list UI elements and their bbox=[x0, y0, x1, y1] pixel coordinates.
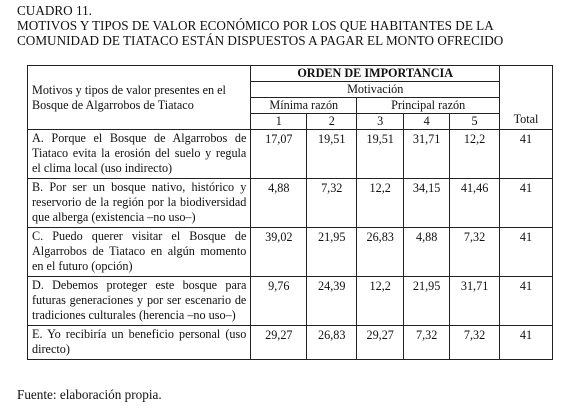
caption-title-line-1: MOTIVOS Y TIPOS DE VALOR ECONÓMICO POR LOS QUE HABITANTES DE LA bbox=[17, 18, 494, 33]
cell-value: 12,2 bbox=[357, 179, 404, 228]
col-header-2: 2 bbox=[307, 114, 357, 130]
table-row bbox=[28, 130, 553, 179]
cell-value: 7,32 bbox=[450, 326, 500, 360]
data-table bbox=[27, 65, 553, 360]
col-header-1: 1 bbox=[251, 114, 307, 130]
cell-value: 39,02 bbox=[251, 228, 307, 277]
header-orden-importancia: ORDEN DE IMPORTANCIA bbox=[251, 66, 500, 82]
row-label-a: A. Porque el Bosque de Algarrobos de Tiataco evita la erosión del suelo y regula el clima local (uso indirecto) bbox=[28, 130, 251, 179]
cell-value: 34,15 bbox=[404, 179, 450, 228]
cell-value: 19,51 bbox=[357, 130, 404, 179]
cell-total: 41 bbox=[500, 179, 553, 228]
cell-value: 9,76 bbox=[251, 277, 307, 326]
cell-value: 7,32 bbox=[450, 228, 500, 277]
table-row bbox=[28, 277, 553, 326]
cell-total: 41 bbox=[500, 277, 553, 326]
caption-label: CUADRO 11. bbox=[17, 3, 92, 18]
col-header-3: 3 bbox=[357, 114, 404, 130]
cell-value: 17,07 bbox=[251, 130, 307, 179]
cell-value: 29,27 bbox=[357, 326, 404, 360]
cell-value: 12,2 bbox=[450, 130, 500, 179]
cell-value: 31,71 bbox=[450, 277, 500, 326]
cell-value: 21,95 bbox=[307, 228, 357, 277]
cell-total: 41 bbox=[500, 326, 553, 360]
col-header-4: 4 bbox=[404, 114, 450, 130]
cell-value: 26,83 bbox=[307, 326, 357, 360]
cell-total: 41 bbox=[500, 130, 553, 179]
header-minima-razon: Mínima razón bbox=[251, 98, 357, 114]
header-total: Total bbox=[500, 66, 553, 130]
cell-value: 21,95 bbox=[404, 277, 450, 326]
cell-value: 31,71 bbox=[404, 130, 450, 179]
col-header-5: 5 bbox=[450, 114, 500, 130]
cell-value: 24,39 bbox=[307, 277, 357, 326]
cell-value: 4,88 bbox=[404, 228, 450, 277]
cell-value: 41,46 bbox=[450, 179, 500, 228]
cell-value: 12,2 bbox=[357, 277, 404, 326]
row-label-b: B. Por ser un bosque nativo, histórico y reservorio de la región por la biodiversidad que alberga (existencia –no uso–) bbox=[28, 179, 251, 228]
caption-title-line-2: COMUNIDAD DE TIATACO ESTÁN DISPUESTOS A PAGAR EL MONTO OFRECIDO bbox=[17, 33, 504, 48]
table-row bbox=[28, 179, 553, 228]
cell-value: 29,27 bbox=[251, 326, 307, 360]
cell-value: 7,32 bbox=[307, 179, 357, 228]
cell-total: 41 bbox=[500, 228, 553, 277]
table-row bbox=[28, 228, 553, 277]
table-row bbox=[28, 326, 553, 360]
cell-value: 4,88 bbox=[251, 179, 307, 228]
row-label-d: D. Debemos proteger este bosque para futuras generaciones y por ser escenario de tradiciones culturales (herencia –no uso–) bbox=[28, 277, 251, 326]
source-note: Fuente: elaboración propia. bbox=[17, 387, 162, 402]
header-principal-razon: Principal razón bbox=[357, 98, 500, 114]
row-label-c: C. Puedo querer visitar el Bosque de Algarrobos de Tiataco en algún momento en el futuro (opción) bbox=[28, 228, 251, 277]
cell-value: 26,83 bbox=[357, 228, 404, 277]
header-motivos: Motivos y tipos de valor presentes en el Bosque de Algarrobos de Tiataco bbox=[28, 66, 251, 130]
row-label-e: E. Yo recibiría un beneficio personal (uso directo) bbox=[28, 326, 251, 360]
header-motivacion: Motivación bbox=[251, 82, 500, 98]
cell-value: 7,32 bbox=[404, 326, 450, 360]
table-caption bbox=[17, 3, 569, 48]
cell-value: 19,51 bbox=[307, 130, 357, 179]
